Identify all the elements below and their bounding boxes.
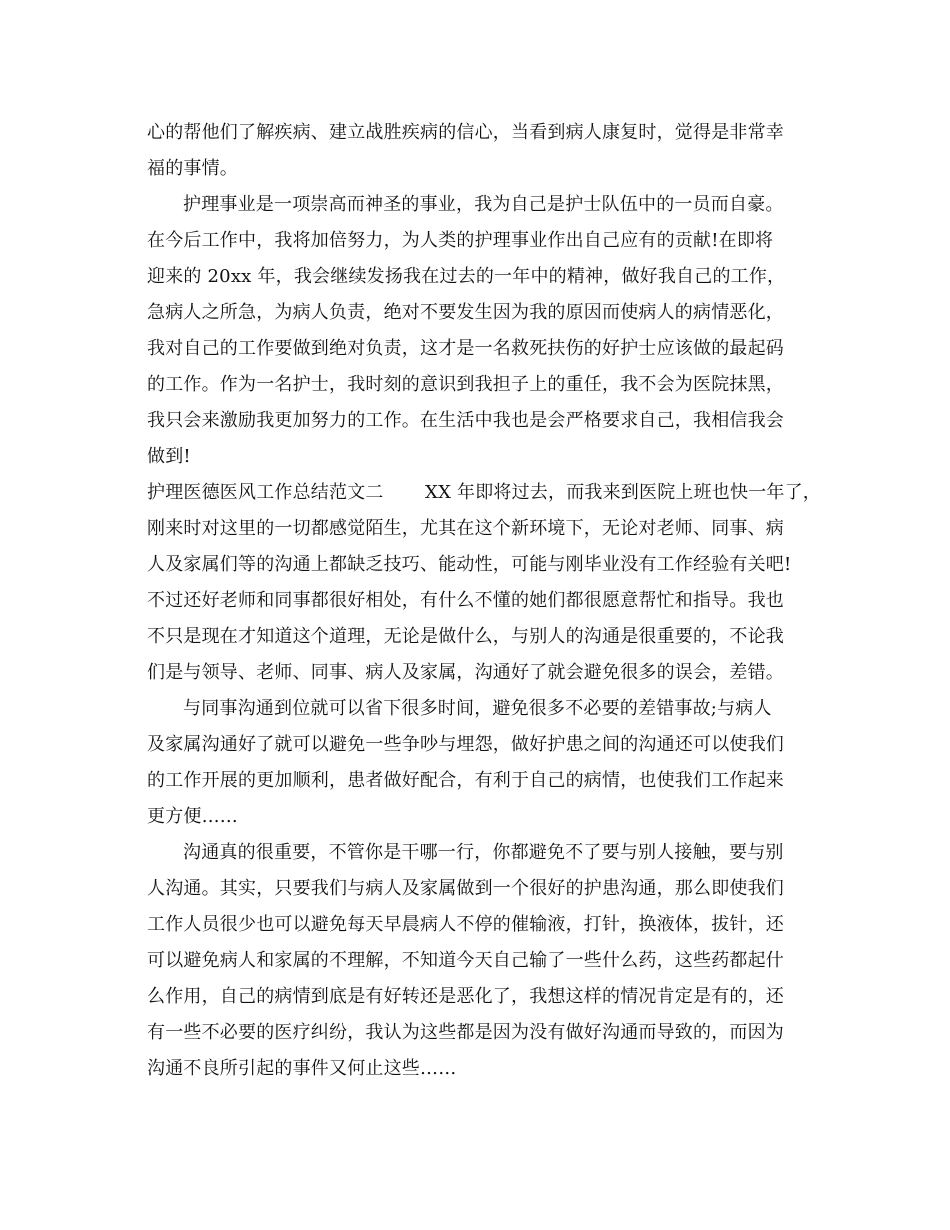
text-line: 人及家属们等的沟通上都缺乏技巧、能动性，可能与刚毕业没有工作经验有关吧! [147, 554, 792, 575]
paragraph-first-line: 与同事沟通到位就可以省下很多时间，避免很多不必要的差错事故;与病人 [183, 698, 772, 719]
text-line: 刚来时对这里的一切都感觉陌生，尤其在这个新环境下，无论对老师、同事、病 [147, 518, 784, 539]
text-line: 有一些不必要的医疗纠纷，我认为这些都是因为没有做好沟通而导致的，而因为 [147, 1022, 784, 1043]
paragraph-first-line: 护理事业是一项崇高而神圣的事业，我为自己是护士队伍中的一员而自豪。 [183, 194, 784, 215]
text-line: 我对自己的工作要做到绝对负责，这才是一名救死扶伤的好护士应该做的最起码 [147, 338, 784, 359]
text-line: 的工作。作为一名护士，我时刻的意识到我担子上的重任，我不会为医院抹黑， [147, 374, 784, 395]
text-line: 我只会来激励我更加努力的工作。在生活中我也是会严格要求自己，我相信我会 [147, 410, 784, 431]
text-line: 急病人之所急，为病人负责，绝对不要发生因为我的原因而使病人的病情恶化， [147, 302, 784, 323]
text-line: 心的帮他们了解疾病、建立战胜疾病的信心，当看到病人康复时，觉得是非常幸 [147, 122, 784, 143]
text-line: 人沟通。其实，只要我们与病人及家属做到一个很好的护患沟通，那么即使我们 [147, 878, 784, 899]
text-line: 在今后工作中，我将加倍努力，为人类的护理事业作出自己应有的贡献!在即将 [147, 230, 774, 251]
section-title-line: 护理医德医风工作总结范文二 XX 年即将过去，而我来到医院上班也快一年了， [147, 482, 821, 503]
text-line: 工作人员很少也可以避免每天早晨病人不停的催输液，打针，换液体，拔针，还 [147, 914, 784, 935]
text-line: 的工作开展的更加顺利，患者做好配合，有利于自己的病情，也使我们工作起来 [147, 770, 784, 791]
text-line: 做到! [147, 446, 191, 467]
text-line: 可以避免病人和家属的不理解，不知道今天自己输了一些什么药，这些药都起什 [147, 950, 784, 971]
paragraph-first-line: 沟通真的很重要，不管你是干哪一行，你都避免不了要与别人接触，要与别 [183, 842, 784, 863]
text-line: 更方便…… [147, 806, 238, 827]
text-line: 么作用，自己的病情到底是有好转还是恶化了，我想这样的情况肯定是有的，还 [147, 986, 784, 1007]
text-line: 迎来的 20xx 年，我会继续发扬我在过去的一年中的精神，做好我自己的工作， [147, 266, 786, 287]
text-line: 不过还好老师和同事都很好相处，有什么不懂的她们都很愿意帮忙和指导。我也 [147, 590, 784, 611]
text-line: 福的事情。 [147, 158, 238, 179]
text-line: 沟通不良所引起的事件又何止这些…… [147, 1058, 457, 1079]
text-line: 不只是现在才知道这个道理，无论是做什么，与别人的沟通是很重要的，不论我 [147, 626, 784, 647]
text-line: 们是与领导、老师、同事、病人及家属，沟通好了就会避免很多的误会，差错。 [147, 662, 784, 683]
text-line: 及家属沟通好了就可以避免一些争吵与埋怨，做好护患之间的沟通还可以使我们 [147, 734, 784, 755]
